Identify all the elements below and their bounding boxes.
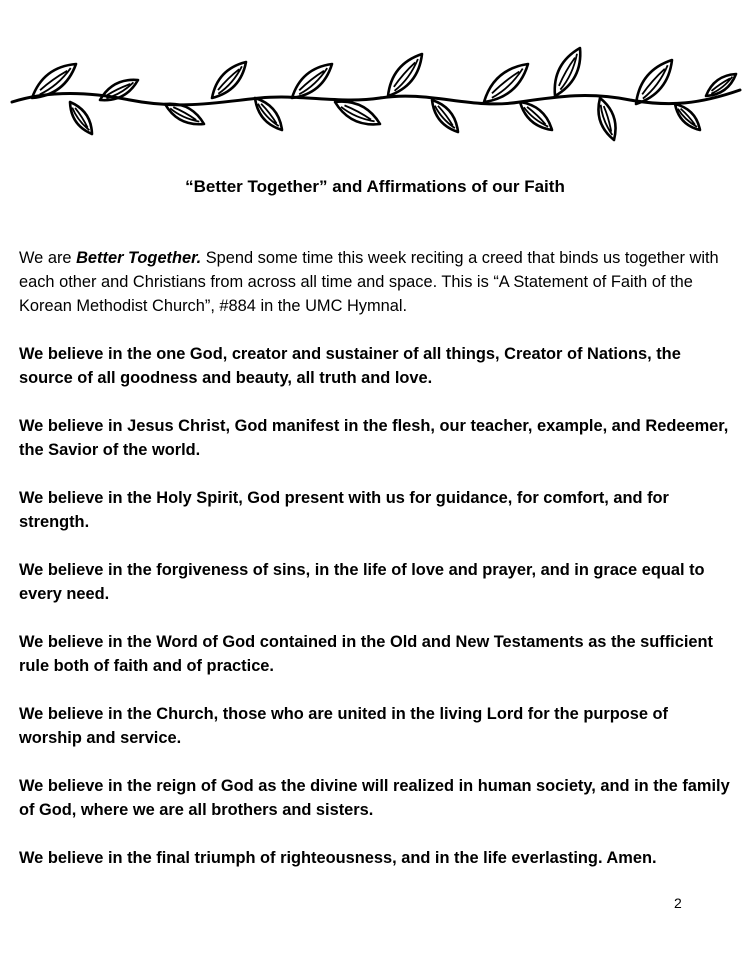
- intro-prefix: We are: [19, 249, 77, 267]
- decorative-vine-border: [0, 40, 750, 150]
- creed-statement-4: We believe in the forgiveness of sins, in the life of love and prayer, and in grace equal to every need.: [19, 561, 705, 603]
- creed-statement-6: We believe in the Church, those who are united in the living Lord for the purpose of worship and service.: [19, 705, 668, 747]
- main-content: [19, 246, 731, 894]
- intro-text: Spend some time this week reciting a creed that binds us together with each other and Christians from across all time and space. This is “A Statement of Faith of the Korean Methodist Church”, #884 in the UMC Hymnal.: [19, 249, 719, 315]
- creed-statement-1: We believe in the one God, creator and sustainer of all things, Creator of Nations, the source of all goodness and beauty, all truth and love.: [19, 345, 681, 387]
- creed-statement-7: We believe in the reign of God as the divine will realized in human society, and in the family of God, where we are all brothers and sisters.: [19, 777, 730, 819]
- leaf-icon: [598, 98, 615, 140]
- creed-statement-2: We believe in Jesus Christ, God manifest in the flesh, our teacher, example, and Redeemer, the Savior of the world.: [19, 417, 729, 459]
- creed-statement-3: We believe in the Holy Spirit, God present with us for guidance, for comfort, and for strength.: [19, 489, 669, 531]
- page-title: “Better Together” and Affirmations of our Faith: [185, 177, 565, 196]
- creed-statement-5: We believe in the Word of God contained in the Old and New Testaments as the sufficient rule both of faith and of practice.: [19, 633, 713, 675]
- creed-statement-8: We believe in the final triumph of righteousness, and in the life everlasting. Amen.: [19, 849, 657, 867]
- intro-paragraph: [19, 246, 731, 318]
- page-number: 2: [674, 895, 682, 911]
- intro-emphasis: Better Together.: [76, 249, 202, 267]
